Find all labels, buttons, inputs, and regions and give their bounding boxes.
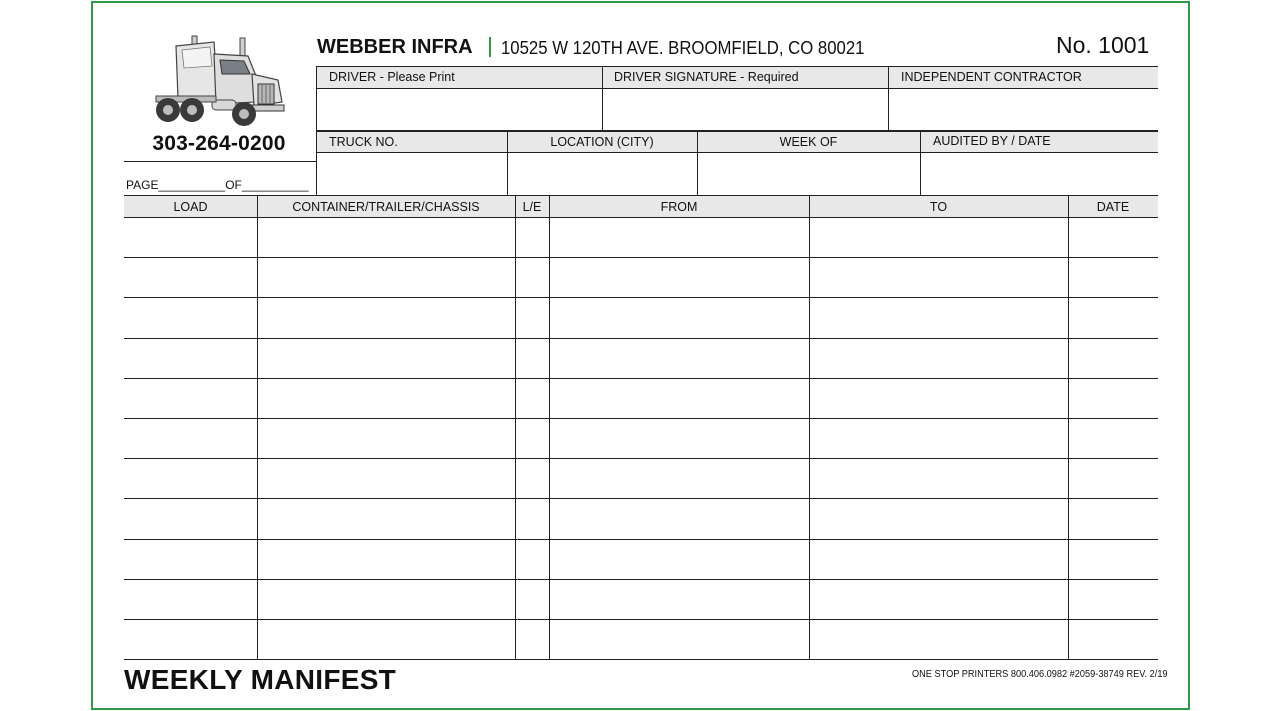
table-cell[interactable]: [810, 258, 1068, 297]
table-cell[interactable]: [258, 499, 515, 539]
table-cell[interactable]: [1069, 379, 1158, 418]
table-cell[interactable]: [516, 540, 549, 579]
audited-label: AUDITED BY / DATE: [933, 134, 1051, 148]
col-to: TO: [929, 200, 948, 214]
table-cell[interactable]: [1069, 540, 1158, 579]
table-cell[interactable]: [810, 499, 1068, 539]
table-cell[interactable]: [125, 459, 257, 498]
table-cell[interactable]: [516, 499, 549, 539]
company-address: 10525 W 120TH AVE. BROOMFIELD, CO 80021: [501, 38, 865, 58]
contractor-field[interactable]: [889, 89, 1158, 130]
table-cell[interactable]: [550, 379, 809, 418]
table-cell[interactable]: [810, 459, 1068, 498]
table-cell[interactable]: [810, 379, 1068, 418]
week-of-field[interactable]: [698, 153, 920, 195]
table-cell[interactable]: [258, 419, 515, 458]
table-cell[interactable]: [810, 580, 1068, 619]
table-cell[interactable]: [550, 339, 809, 378]
col-container: CONTAINER/TRAILER/CHASSIS: [292, 200, 480, 214]
driver-name-field[interactable]: [317, 89, 602, 130]
table-cell[interactable]: [810, 218, 1068, 257]
table-cell[interactable]: [258, 379, 515, 418]
table-cell[interactable]: [550, 218, 809, 257]
rule: [316, 66, 1158, 67]
table-cell[interactable]: [258, 540, 515, 579]
form-number: No. 1001: [1056, 32, 1150, 58]
location-field[interactable]: [508, 153, 697, 195]
table-cell[interactable]: [125, 580, 257, 619]
table-cell[interactable]: [516, 419, 549, 458]
table-cell[interactable]: [516, 298, 549, 338]
table-cell[interactable]: [125, 499, 257, 539]
table-cell[interactable]: [125, 379, 257, 418]
header-separator: [489, 37, 491, 57]
table-cell[interactable]: [258, 620, 515, 659]
location-label: LOCATION (CITY): [550, 135, 654, 149]
company-name: WEBBER INFRA: [317, 36, 473, 58]
table-cell[interactable]: [516, 620, 549, 659]
table-cell[interactable]: [810, 339, 1068, 378]
table-cell[interactable]: [258, 580, 515, 619]
audited-field[interactable]: [921, 153, 1158, 195]
table-cell[interactable]: [550, 620, 809, 659]
printer-credit: ONE STOP PRINTERS 800.406.0982 #2059-38749 REV. 2/19: [912, 669, 1168, 680]
table-cell[interactable]: [125, 258, 257, 297]
table-cell[interactable]: [258, 298, 515, 338]
phone-divider: [124, 161, 316, 162]
table-cell[interactable]: [810, 298, 1068, 338]
form-title: WEEKLY MANIFEST: [124, 664, 397, 695]
week-of-label: WEEK OF: [779, 135, 838, 149]
table-cell[interactable]: [125, 540, 257, 579]
table-cell[interactable]: [810, 540, 1068, 579]
table-cell[interactable]: [1069, 620, 1158, 659]
company-phone: 303-264-0200: [152, 132, 286, 155]
table-cell[interactable]: [1069, 499, 1158, 539]
col-le: L/E: [522, 200, 542, 214]
table-row-rule: [124, 659, 1158, 660]
driver-signature-field[interactable]: [603, 89, 888, 130]
table-cell[interactable]: [810, 620, 1068, 659]
table-cell[interactable]: [516, 379, 549, 418]
page-of-field[interactable]: PAGE__________OF__________: [126, 178, 309, 192]
contractor-label: INDEPENDENT CONTRACTOR: [901, 70, 1082, 84]
col-from: FROM: [660, 200, 698, 214]
table-cell[interactable]: [1069, 258, 1158, 297]
table-cell[interactable]: [125, 218, 257, 257]
table-cell[interactable]: [550, 459, 809, 498]
table-cell[interactable]: [516, 339, 549, 378]
truck-logo-icon: [152, 32, 288, 130]
driver-label: DRIVER - Please Print: [329, 70, 455, 84]
table-cell[interactable]: [1069, 339, 1158, 378]
table-cell[interactable]: [550, 580, 809, 619]
table-cell[interactable]: [516, 218, 549, 257]
truck-no-label: TRUCK NO.: [329, 135, 398, 149]
table-cell[interactable]: [125, 298, 257, 338]
table-cell[interactable]: [516, 580, 549, 619]
table-cell[interactable]: [1069, 218, 1158, 257]
table-cell[interactable]: [258, 258, 515, 297]
table-cell[interactable]: [516, 459, 549, 498]
signature-label: DRIVER SIGNATURE - Required: [614, 70, 799, 84]
table-cell[interactable]: [516, 258, 549, 297]
table-cell[interactable]: [550, 258, 809, 297]
table-cell[interactable]: [1069, 580, 1158, 619]
table-cell[interactable]: [550, 540, 809, 579]
table-cell[interactable]: [1069, 298, 1158, 338]
table-cell[interactable]: [258, 459, 515, 498]
table-cell[interactable]: [1069, 419, 1158, 458]
table-cell[interactable]: [125, 419, 257, 458]
table-cell[interactable]: [550, 298, 809, 338]
table-cell[interactable]: [810, 419, 1068, 458]
rule: [316, 130, 1158, 132]
table-cell[interactable]: [125, 620, 257, 659]
table-cell[interactable]: [550, 499, 809, 539]
col-load: LOAD: [173, 200, 208, 214]
table-cell[interactable]: [1069, 459, 1158, 498]
rule: [124, 195, 1158, 196]
truck-no-field[interactable]: [317, 153, 507, 195]
table-cell[interactable]: [258, 218, 515, 257]
table-cell[interactable]: [550, 419, 809, 458]
table-cell[interactable]: [125, 339, 257, 378]
table-cell[interactable]: [258, 339, 515, 378]
col-date: DATE: [1096, 200, 1130, 214]
